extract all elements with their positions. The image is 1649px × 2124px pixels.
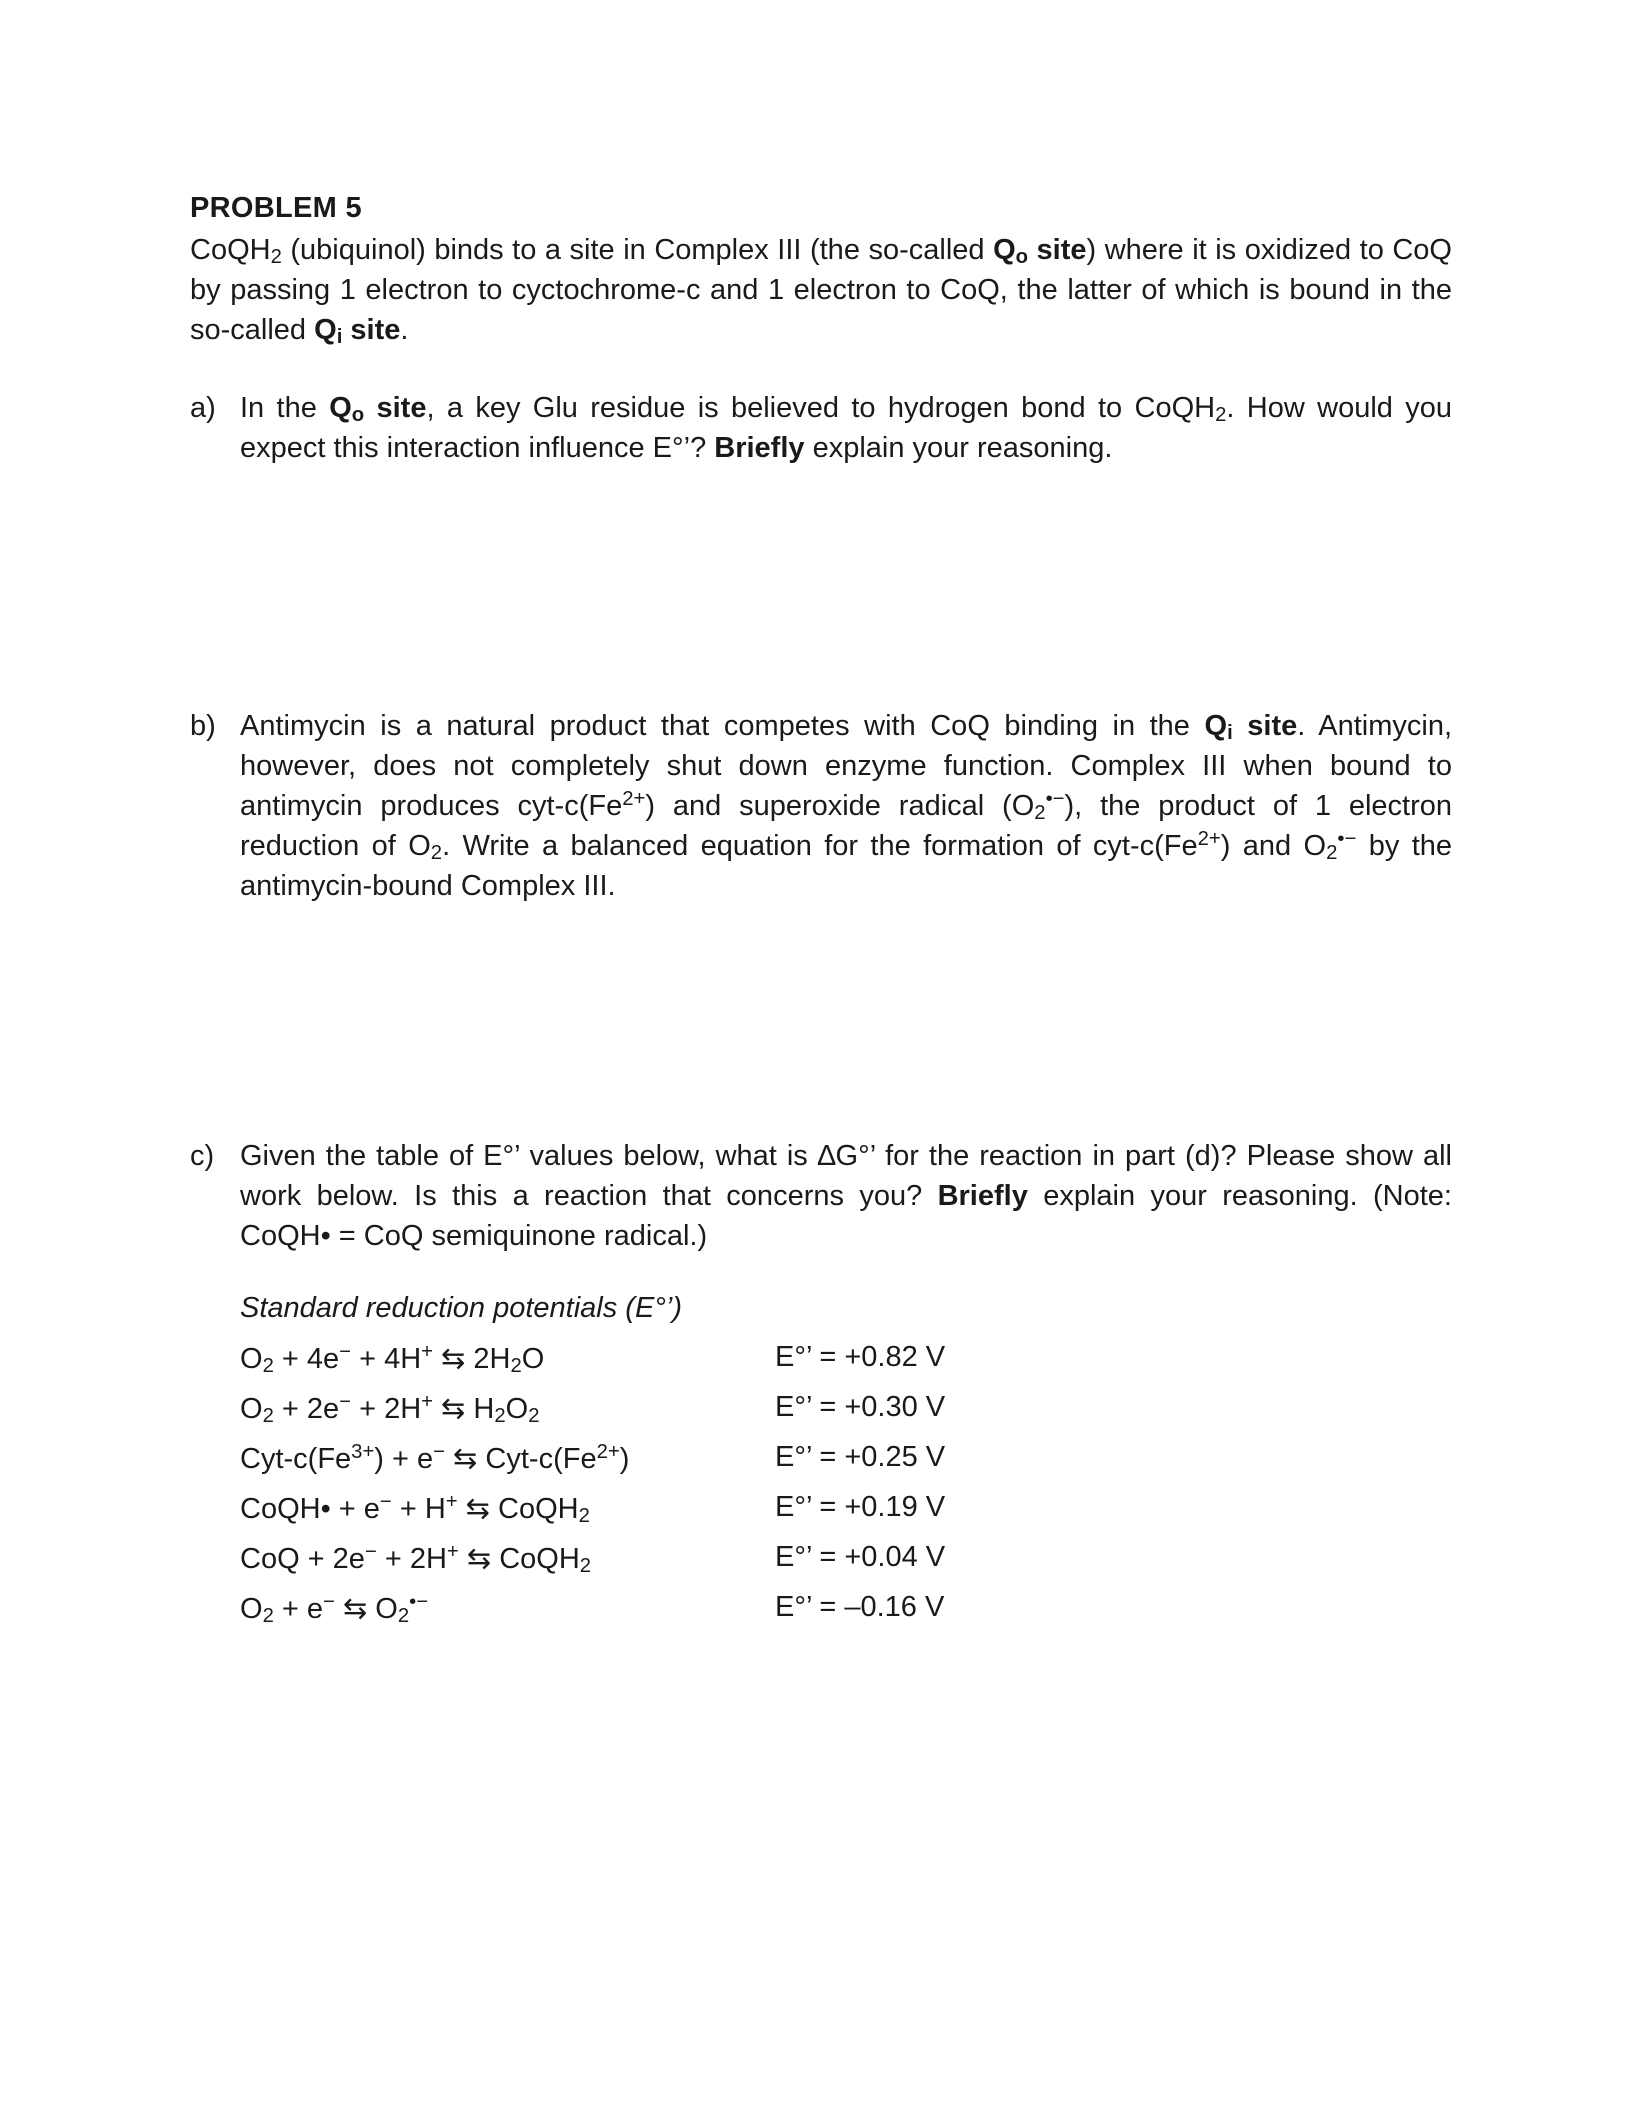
half-reaction: $O_2 + e^-$ ⇆ $O_2^{•-}$ — [240, 1590, 429, 1628]
potential-row — [240, 1441, 1000, 1481]
potential-value: E°’ = +0.04 V — [775, 1541, 946, 1573]
potentials-table-caption: Standard reduction potentials (E°’) — [240, 1292, 683, 1324]
potential-row — [240, 1491, 1000, 1531]
potential-row — [240, 1591, 1000, 1631]
intro-text: (ubiquinol) binds to a site in Complex III (the so-called — [281, 234, 994, 266]
question-b — [190, 706, 1452, 906]
intro-text: CoQH — [190, 234, 271, 266]
potential-value: E°’ = +0.82 V — [775, 1341, 946, 1373]
potential-row — [240, 1341, 1000, 1381]
question-c-label: c) — [190, 1140, 215, 1172]
question-a-label: a) — [190, 392, 216, 424]
question-b-text: Antimycin is a natural product that competes with CoQ binding in the $Q_i$ site. Antimycin, however, does not completely shut down enzyme function. Complex III when bound to antimycin produces cyt-$c(Fe^{2+})$ and superoxide radical $(O_2^{•-})$, the product of 1 electron reduction of $O_2$. Write a balanced equation for the formation of cyt-$c(Fe^{2+})$ and $O_2^{•-}$ by the antimycin-bound Complex III. — [240, 710, 1453, 902]
question-b-label: b) — [190, 710, 216, 742]
emphasis-briefly: Briefly — [937, 1180, 1028, 1212]
problem-intro — [190, 230, 1452, 350]
potential-value: E°’ = +0.25 V — [775, 1441, 946, 1473]
intro-text: ) where it is oxidized to CoQ by passing 1 electron to cyctochrome-c and 1 electron to CoQ, the latter of which is bound in the so-called — [190, 234, 1452, 346]
qo-site-term: $Q_o$ site — [993, 234, 1087, 269]
emphasis-briefly: Briefly — [714, 432, 805, 464]
half-reaction: Cyt-$c(Fe^{3+}) + e^-$ ⇆ Cyt-$c(Fe^{2+})$ — [240, 1440, 630, 1475]
half-reaction: CoQ + 2e− + 2H+ ⇆ CoQH$_2$ — [240, 1540, 592, 1578]
qo-site-term: $Q_o$ site — [329, 392, 427, 427]
question-c-text: Given the table of E°’ values below, what is ∆G°’ for the reaction in part (d)? Please show all work below. Is this a reaction that concerns you? Briefly explain your reasoning. (Note: CoQH• = CoQ semiquinone radical.) — [240, 1140, 1452, 1252]
half-reaction: $O_2 + 2e^- + 2H^+$ ⇆ $H_2O_2$ — [240, 1390, 540, 1428]
problem-title: PROBLEM 5 — [190, 192, 362, 224]
qi-site-term: $Q_i$ site — [314, 314, 401, 349]
qi-site-term: $Q_i$ site — [1204, 710, 1298, 745]
potential-value: E°’ = –0.16 V — [775, 1591, 945, 1623]
half-reaction: CoQH• + e− + H+ ⇆ CoQH$_2$ — [240, 1490, 590, 1528]
intro-subscript: 2 — [270, 246, 282, 269]
potential-value: E°’ = +0.19 V — [775, 1491, 946, 1523]
question-c — [190, 1136, 1452, 1256]
question-a — [190, 388, 1452, 468]
potential-value: E°’ = +0.30 V — [775, 1391, 946, 1423]
half-reaction: $O_2 + 4e^- + 4H^+$ ⇆ $2H_2O$ — [240, 1340, 545, 1378]
question-a-text: In the $Q_o$ site, a key Glu residue is believed to hydrogen bond to CoQH$_2$. How would you expect this interaction influence E°’? Briefly explain your reasoning. — [240, 392, 1452, 464]
intro-text: . — [400, 314, 409, 346]
potential-row — [240, 1541, 1000, 1581]
potential-row — [240, 1391, 1000, 1431]
